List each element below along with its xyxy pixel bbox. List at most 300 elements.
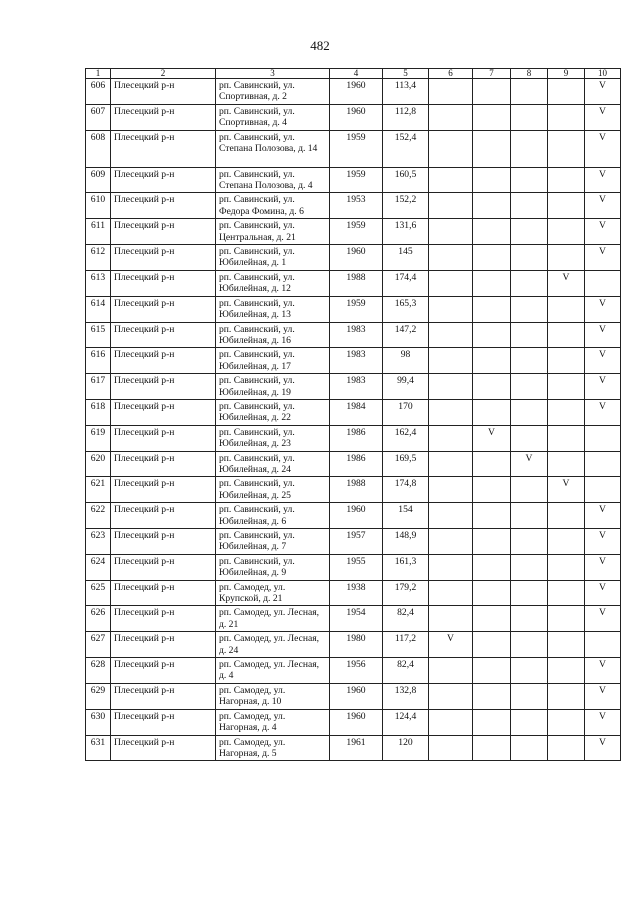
district-cell: Плесецкий р-н: [111, 374, 216, 400]
mark-cell-10: [585, 270, 621, 296]
area-cell: 148,9: [383, 529, 429, 555]
table-body: [86, 79, 621, 761]
mark-cell-9: [548, 683, 585, 709]
mark-cell-8: [511, 580, 548, 606]
address-cell: рп. Савинский, ул. Юбилейная, д. 7: [216, 529, 330, 555]
row-number-cell: 628: [86, 658, 111, 684]
area-cell: 152,2: [383, 193, 429, 219]
row-number-cell: 606: [86, 79, 111, 105]
year-cell: 1983: [330, 348, 383, 374]
mark-cell-7: [473, 503, 511, 529]
year-cell: 1988: [330, 270, 383, 296]
mark-cell-10: V: [585, 554, 621, 580]
row-number-cell: 631: [86, 735, 111, 761]
mark-cell-10: V: [585, 374, 621, 400]
year-cell: 1959: [330, 167, 383, 193]
mark-cell-6: [429, 735, 473, 761]
mark-cell-6: [429, 477, 473, 503]
mark-cell-6: [429, 348, 473, 374]
year-cell: 1980: [330, 632, 383, 658]
mark-cell-10: V: [585, 735, 621, 761]
mark-cell-9: [548, 245, 585, 271]
year-cell: 1984: [330, 399, 383, 425]
mark-cell-10: V: [585, 130, 621, 167]
row-number-cell: 616: [86, 348, 111, 374]
area-cell: 124,4: [383, 709, 429, 735]
district-cell: Плесецкий р-н: [111, 399, 216, 425]
mark-cell-8: [511, 296, 548, 322]
mark-cell-9: [548, 130, 585, 167]
mark-cell-7: [473, 709, 511, 735]
area-cell: 169,5: [383, 451, 429, 477]
address-cell: рп. Савинский, ул. Юбилейная, д. 25: [216, 477, 330, 503]
address-cell: рп. Самодед, ул. Нагорная, д. 5: [216, 735, 330, 761]
mark-cell-7: [473, 683, 511, 709]
mark-cell-9: [548, 79, 585, 105]
table-row: [86, 245, 621, 271]
row-number-cell: 613: [86, 270, 111, 296]
column-header: 10: [585, 69, 621, 79]
address-cell: рп. Савинский, ул. Центральная, д. 21: [216, 219, 330, 245]
address-cell: рп. Савинский, ул. Степана Полозова, д. 4: [216, 167, 330, 193]
address-cell: рп. Савинский, ул. Юбилейная, д. 1: [216, 245, 330, 271]
year-cell: 1983: [330, 374, 383, 400]
mark-cell-8: [511, 348, 548, 374]
row-number-cell: 627: [86, 632, 111, 658]
address-cell: рп. Самодед, ул. Лесная, д. 21: [216, 606, 330, 632]
mark-cell-8: [511, 529, 548, 555]
mark-cell-10: V: [585, 104, 621, 130]
year-cell: 1954: [330, 606, 383, 632]
mark-cell-8: [511, 683, 548, 709]
table-row: [86, 193, 621, 219]
mark-cell-6: [429, 296, 473, 322]
mark-cell-6: [429, 130, 473, 167]
district-cell: Плесецкий р-н: [111, 477, 216, 503]
mark-cell-8: [511, 503, 548, 529]
mark-cell-9: [548, 296, 585, 322]
mark-cell-8: [511, 399, 548, 425]
mark-cell-6: [429, 451, 473, 477]
mark-cell-6: [429, 658, 473, 684]
year-cell: 1938: [330, 580, 383, 606]
row-number-cell: 630: [86, 709, 111, 735]
mark-cell-9: V: [548, 477, 585, 503]
row-number-cell: 608: [86, 130, 111, 167]
mark-cell-9: [548, 104, 585, 130]
column-header: 1: [86, 69, 111, 79]
mark-cell-7: [473, 245, 511, 271]
mark-cell-8: [511, 632, 548, 658]
table-row: [86, 270, 621, 296]
area-cell: 165,3: [383, 296, 429, 322]
mark-cell-8: [511, 658, 548, 684]
row-number-cell: 622: [86, 503, 111, 529]
year-cell: 1960: [330, 104, 383, 130]
year-cell: 1959: [330, 296, 383, 322]
mark-cell-8: [511, 606, 548, 632]
mark-cell-7: [473, 735, 511, 761]
column-header: 5: [383, 69, 429, 79]
address-cell: рп. Савинский, ул. Юбилейная, д. 19: [216, 374, 330, 400]
address-cell: рп. Савинский, ул. Спортивная, д. 4: [216, 104, 330, 130]
mark-cell-8: [511, 79, 548, 105]
mark-cell-10: V: [585, 580, 621, 606]
mark-cell-6: [429, 503, 473, 529]
address-cell: рп. Савинский, ул. Юбилейная, д. 13: [216, 296, 330, 322]
mark-cell-9: [548, 348, 585, 374]
mark-cell-9: [548, 193, 585, 219]
area-cell: 82,4: [383, 658, 429, 684]
mark-cell-10: V: [585, 683, 621, 709]
table-row: [86, 632, 621, 658]
mark-cell-8: [511, 735, 548, 761]
mark-cell-6: [429, 683, 473, 709]
area-cell: 131,6: [383, 219, 429, 245]
mark-cell-6: [429, 425, 473, 451]
mark-cell-8: V: [511, 451, 548, 477]
address-cell: рп. Савинский, ул. Юбилейная, д. 6: [216, 503, 330, 529]
area-cell: 161,3: [383, 554, 429, 580]
year-cell: 1986: [330, 451, 383, 477]
mark-cell-8: [511, 193, 548, 219]
mark-cell-7: [473, 348, 511, 374]
row-number-cell: 618: [86, 399, 111, 425]
table-row: [86, 683, 621, 709]
mark-cell-8: [511, 167, 548, 193]
district-cell: Плесецкий р-н: [111, 79, 216, 105]
row-number-cell: 609: [86, 167, 111, 193]
page-number: 482: [310, 38, 330, 53]
table-row: [86, 322, 621, 348]
table-row: [86, 296, 621, 322]
district-cell: Плесецкий р-н: [111, 658, 216, 684]
mark-cell-10: [585, 632, 621, 658]
district-cell: Плесецкий р-н: [111, 735, 216, 761]
mark-cell-6: [429, 167, 473, 193]
mark-cell-8: [511, 554, 548, 580]
mark-cell-9: [548, 632, 585, 658]
district-cell: Плесецкий р-н: [111, 322, 216, 348]
mark-cell-8: [511, 709, 548, 735]
table-row: [86, 477, 621, 503]
year-cell: 1957: [330, 529, 383, 555]
mark-cell-10: V: [585, 399, 621, 425]
column-header: 6: [429, 69, 473, 79]
table-row: [86, 130, 621, 167]
mark-cell-10: V: [585, 348, 621, 374]
area-cell: 112,8: [383, 104, 429, 130]
row-number-cell: 623: [86, 529, 111, 555]
mark-cell-9: [548, 735, 585, 761]
column-header: 8: [511, 69, 548, 79]
table-row: [86, 554, 621, 580]
mark-cell-9: [548, 374, 585, 400]
area-cell: 99,4: [383, 374, 429, 400]
mark-cell-9: [548, 399, 585, 425]
mark-cell-8: [511, 374, 548, 400]
mark-cell-7: [473, 451, 511, 477]
table-row: [86, 374, 621, 400]
table-row: [86, 79, 621, 105]
table-row: [86, 399, 621, 425]
mark-cell-10: V: [585, 245, 621, 271]
district-cell: Плесецкий р-н: [111, 554, 216, 580]
mark-cell-10: V: [585, 219, 621, 245]
year-cell: 1960: [330, 79, 383, 105]
table-row: [86, 219, 621, 245]
area-cell: 82,4: [383, 606, 429, 632]
mark-cell-6: [429, 709, 473, 735]
table-row: [86, 503, 621, 529]
mark-cell-8: [511, 322, 548, 348]
mark-cell-7: [473, 632, 511, 658]
row-number-cell: 619: [86, 425, 111, 451]
district-cell: Плесецкий р-н: [111, 348, 216, 374]
year-cell: 1960: [330, 503, 383, 529]
district-cell: Плесецкий р-н: [111, 683, 216, 709]
mark-cell-9: [548, 503, 585, 529]
mark-cell-6: [429, 399, 473, 425]
table-row: [86, 104, 621, 130]
address-cell: рп. Савинский, ул. Юбилейная, д. 22: [216, 399, 330, 425]
table-row: [86, 425, 621, 451]
mark-cell-7: [473, 167, 511, 193]
column-header: 3: [216, 69, 330, 79]
district-cell: Плесецкий р-н: [111, 270, 216, 296]
column-number-row: [86, 69, 621, 79]
mark-cell-6: [429, 245, 473, 271]
address-cell: рп. Савинский, ул. Степана Полозова, д. 14: [216, 130, 330, 167]
mark-cell-7: [473, 296, 511, 322]
table-row: [86, 348, 621, 374]
mark-cell-7: V: [473, 425, 511, 451]
column-header: 7: [473, 69, 511, 79]
row-number-cell: 614: [86, 296, 111, 322]
year-cell: 1960: [330, 245, 383, 271]
row-number-cell: 617: [86, 374, 111, 400]
table-row: [86, 735, 621, 761]
mark-cell-6: [429, 606, 473, 632]
address-cell: рп. Савинский, ул. Федора Фомина, д. 6: [216, 193, 330, 219]
year-cell: 1959: [330, 219, 383, 245]
mark-cell-9: [548, 606, 585, 632]
district-cell: Плесецкий р-н: [111, 529, 216, 555]
column-header: 4: [330, 69, 383, 79]
mark-cell-8: [511, 270, 548, 296]
mark-cell-9: [548, 425, 585, 451]
mark-cell-9: [548, 322, 585, 348]
year-cell: 1955: [330, 554, 383, 580]
mark-cell-7: [473, 322, 511, 348]
area-cell: 98: [383, 348, 429, 374]
mark-cell-7: [473, 658, 511, 684]
table-row: [86, 658, 621, 684]
mark-cell-10: V: [585, 296, 621, 322]
address-cell: рп. Савинский, ул. Юбилейная, д. 16: [216, 322, 330, 348]
district-cell: Плесецкий р-н: [111, 167, 216, 193]
year-cell: 1960: [330, 709, 383, 735]
mark-cell-6: [429, 374, 473, 400]
mark-cell-8: [511, 104, 548, 130]
area-cell: 152,4: [383, 130, 429, 167]
address-cell: рп. Самодед, ул. Крупской, д. 21: [216, 580, 330, 606]
year-cell: 1956: [330, 658, 383, 684]
mark-cell-7: [473, 79, 511, 105]
district-cell: Плесецкий р-н: [111, 425, 216, 451]
mark-cell-10: [585, 425, 621, 451]
district-cell: Плесецкий р-н: [111, 580, 216, 606]
district-cell: Плесецкий р-н: [111, 606, 216, 632]
mark-cell-8: [511, 425, 548, 451]
mark-cell-10: V: [585, 79, 621, 105]
mark-cell-7: [473, 130, 511, 167]
mark-cell-10: V: [585, 606, 621, 632]
area-cell: 117,2: [383, 632, 429, 658]
mark-cell-7: [473, 374, 511, 400]
area-cell: 154: [383, 503, 429, 529]
mark-cell-10: V: [585, 709, 621, 735]
column-header: 2: [111, 69, 216, 79]
mark-cell-7: [473, 580, 511, 606]
mark-cell-10: [585, 451, 621, 477]
mark-cell-6: [429, 580, 473, 606]
year-cell: 1961: [330, 735, 383, 761]
area-cell: 113,4: [383, 79, 429, 105]
district-cell: Плесецкий р-н: [111, 219, 216, 245]
mark-cell-6: [429, 79, 473, 105]
mark-cell-7: [473, 529, 511, 555]
district-cell: Плесецкий р-н: [111, 451, 216, 477]
year-cell: 1988: [330, 477, 383, 503]
mark-cell-9: [548, 554, 585, 580]
year-cell: 1986: [330, 425, 383, 451]
row-number-cell: 621: [86, 477, 111, 503]
table-row: [86, 167, 621, 193]
district-cell: Плесецкий р-н: [111, 709, 216, 735]
area-cell: 120: [383, 735, 429, 761]
table-row: [86, 451, 621, 477]
mark-cell-8: [511, 130, 548, 167]
column-header: 9: [548, 69, 585, 79]
area-cell: 147,2: [383, 322, 429, 348]
row-number-cell: 620: [86, 451, 111, 477]
mark-cell-7: [473, 219, 511, 245]
mark-cell-10: V: [585, 658, 621, 684]
mark-cell-9: [548, 167, 585, 193]
area-cell: 170: [383, 399, 429, 425]
area-cell: 174,8: [383, 477, 429, 503]
mark-cell-10: V: [585, 193, 621, 219]
row-number-cell: 625: [86, 580, 111, 606]
row-number-cell: 629: [86, 683, 111, 709]
table-row: [86, 709, 621, 735]
address-cell: рп. Самодед, ул. Лесная, д. 4: [216, 658, 330, 684]
address-cell: рп. Савинский, ул. Спортивная, д. 2: [216, 79, 330, 105]
mark-cell-7: [473, 554, 511, 580]
mark-cell-6: [429, 270, 473, 296]
housing-registry-table: [85, 68, 621, 761]
year-cell: 1983: [330, 322, 383, 348]
row-number-cell: 611: [86, 219, 111, 245]
row-number-cell: 615: [86, 322, 111, 348]
year-cell: 1953: [330, 193, 383, 219]
mark-cell-7: [473, 477, 511, 503]
address-cell: рп. Самодед, ул. Лесная, д. 24: [216, 632, 330, 658]
district-cell: Плесецкий р-н: [111, 104, 216, 130]
mark-cell-9: [548, 529, 585, 555]
table-row: [86, 529, 621, 555]
mark-cell-8: [511, 219, 548, 245]
mark-cell-6: [429, 219, 473, 245]
mark-cell-6: [429, 554, 473, 580]
address-cell: рп. Савинский, ул. Юбилейная, д. 24: [216, 451, 330, 477]
year-cell: 1959: [330, 130, 383, 167]
row-number-cell: 612: [86, 245, 111, 271]
mark-cell-9: [548, 709, 585, 735]
area-cell: 174,4: [383, 270, 429, 296]
mark-cell-6: [429, 193, 473, 219]
row-number-cell: 626: [86, 606, 111, 632]
mark-cell-10: V: [585, 322, 621, 348]
district-cell: Плесецкий р-н: [111, 632, 216, 658]
mark-cell-9: [548, 658, 585, 684]
mark-cell-6: [429, 322, 473, 348]
district-cell: Плесецкий р-н: [111, 296, 216, 322]
mark-cell-10: V: [585, 167, 621, 193]
district-cell: Плесецкий р-н: [111, 245, 216, 271]
area-cell: 160,5: [383, 167, 429, 193]
row-number-cell: 607: [86, 104, 111, 130]
table-row: [86, 606, 621, 632]
mark-cell-7: [473, 270, 511, 296]
mark-cell-9: V: [548, 270, 585, 296]
mark-cell-7: [473, 606, 511, 632]
row-number-cell: 624: [86, 554, 111, 580]
mark-cell-6: [429, 104, 473, 130]
mark-cell-8: [511, 245, 548, 271]
mark-cell-10: V: [585, 529, 621, 555]
mark-cell-7: [473, 104, 511, 130]
mark-cell-8: [511, 477, 548, 503]
district-cell: Плесецкий р-н: [111, 503, 216, 529]
mark-cell-6: [429, 529, 473, 555]
mark-cell-9: [548, 580, 585, 606]
area-cell: 145: [383, 245, 429, 271]
year-cell: 1960: [330, 683, 383, 709]
area-cell: 162,4: [383, 425, 429, 451]
mark-cell-6: V: [429, 632, 473, 658]
address-cell: рп. Савинский, ул. Юбилейная, д. 17: [216, 348, 330, 374]
address-cell: рп. Савинский, ул. Юбилейная, д. 9: [216, 554, 330, 580]
mark-cell-7: [473, 399, 511, 425]
address-cell: рп. Самодед, ул. Нагорная, д. 10: [216, 683, 330, 709]
address-cell: рп. Савинский, ул. Юбилейная, д. 12: [216, 270, 330, 296]
mark-cell-10: [585, 477, 621, 503]
row-number-cell: 610: [86, 193, 111, 219]
table-row: [86, 580, 621, 606]
mark-cell-9: [548, 219, 585, 245]
area-cell: 179,2: [383, 580, 429, 606]
address-cell: рп. Самодед, ул. Нагорная, д. 4: [216, 709, 330, 735]
mark-cell-10: V: [585, 503, 621, 529]
address-cell: рп. Савинский, ул. Юбилейная, д. 23: [216, 425, 330, 451]
district-cell: Плесецкий р-н: [111, 130, 216, 167]
area-cell: 132,8: [383, 683, 429, 709]
mark-cell-9: [548, 451, 585, 477]
mark-cell-7: [473, 193, 511, 219]
district-cell: Плесецкий р-н: [111, 193, 216, 219]
